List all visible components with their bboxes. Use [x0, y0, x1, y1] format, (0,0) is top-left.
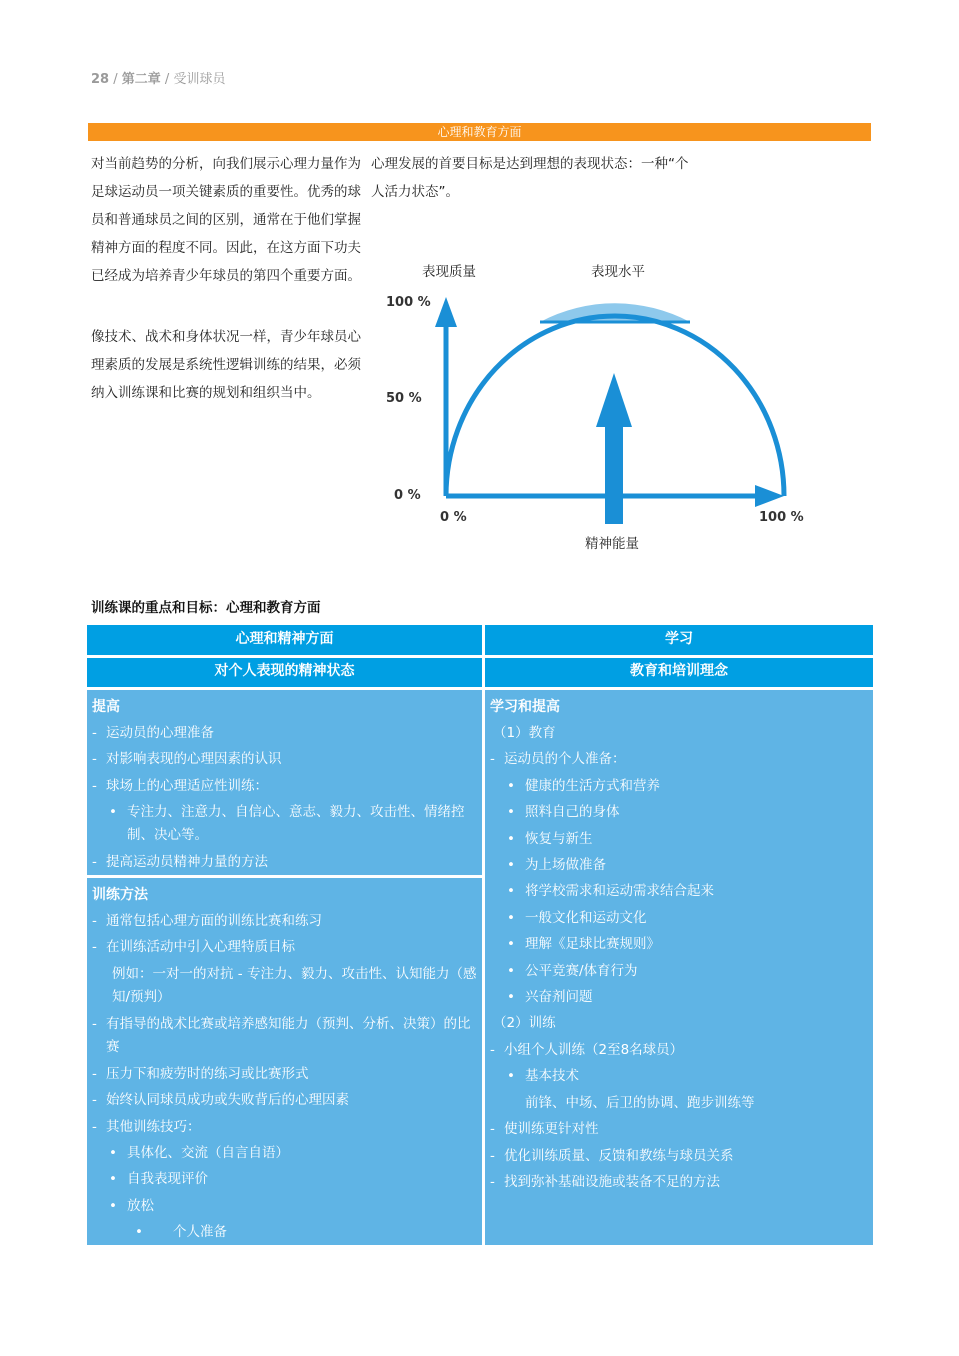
list-item-text: 例如：一对一的对抗 - 专注力、毅力、攻击性、认知能力（感知/预判） — [112, 965, 477, 1005]
list-item — [485, 852, 873, 878]
list-item — [87, 849, 482, 875]
list-item — [87, 1140, 482, 1166]
list-item — [87, 799, 482, 849]
page-header — [91, 68, 225, 87]
x-axis-label: 精神能量 — [585, 536, 639, 552]
bullet-icon: • — [109, 1197, 117, 1214]
section-banner: 心理和教育方面 — [88, 123, 871, 141]
dash-marker: - — [92, 1065, 97, 1082]
optimal-zone-fill — [540, 303, 690, 322]
chart-title-right: 表现水平 — [591, 264, 645, 280]
bullet-icon: • — [507, 777, 515, 794]
dash-marker: - — [490, 1147, 495, 1164]
list-item — [87, 908, 482, 934]
bullet-icon: • — [507, 989, 515, 1006]
list-item-text: 使训练更针对性 — [504, 1121, 599, 1138]
list-item-text: 提高运动员精神力量的方法 — [106, 854, 268, 871]
header-separator: / — [113, 72, 118, 87]
list-item — [485, 1169, 873, 1195]
panel-title: 训练方法 — [92, 887, 148, 903]
learning-panel — [485, 690, 873, 1245]
list-item — [485, 1010, 873, 1036]
y-tick-100: 100 % — [386, 295, 431, 310]
list-item — [87, 773, 482, 799]
intro-paragraph-3: 心理发展的首要目标是达到理想的表现状态：一种“个人活力状态”。 — [371, 156, 689, 200]
left-column-subheader: 对个人表现的精神状态 — [87, 658, 482, 687]
bullet-icon: • — [135, 1224, 143, 1241]
list-item — [87, 1219, 482, 1245]
panel-title: 学习和提高 — [490, 699, 560, 715]
list-item-text: 恢复与新生 — [525, 830, 593, 847]
dash-marker: - — [92, 751, 97, 768]
list-item-text: 通常包括心理方面的训练比赛和练习 — [106, 913, 322, 929]
list-item-text: 兴奋剂问题 — [525, 989, 593, 1006]
list-item-text: 对影响表现的心理因素的认识 — [106, 751, 282, 768]
list-item — [485, 773, 873, 799]
bullet-icon: • — [507, 1068, 515, 1085]
panel-title: 提高 — [92, 699, 120, 715]
list-item — [87, 1166, 482, 1192]
list-item-text: 放松 — [127, 1197, 154, 1214]
list-item — [485, 1090, 873, 1116]
list-item-text: 自我表现评价 — [127, 1171, 208, 1188]
list-item-text: 始终认同球员成功或失败背后的心理因素 — [106, 1092, 349, 1109]
bullet-icon: • — [109, 1171, 117, 1188]
list-item-text: 健康的生活方式和营养 — [525, 777, 660, 794]
chart-title-left: 表现质量 — [422, 264, 476, 280]
list-item-text: 小组个人训练（2至8名球员） — [504, 1041, 684, 1058]
page-number: 28 — [91, 72, 110, 87]
bullet-icon: • — [507, 857, 515, 874]
list-item — [87, 720, 482, 746]
list-item — [485, 799, 873, 825]
y-tick-0: 0 % — [394, 488, 421, 503]
dash-marker: - — [490, 1041, 495, 1058]
dash-marker: - — [92, 777, 97, 794]
intro-paragraph-1: 对当前趋势的分析，向我们展示心理力量作为足球运动员一项关键素质的重要性。优秀的球员和普通球员之间的区别，通常在于他们掌握精神方面的程度不同。因此，在这方面下功夫已经成为培养青少年球员的第四个重要方面。 — [91, 156, 361, 284]
list-item-text: 专注力、注意力、自信心、意志、毅力、攻击性、情绪控制、决心等。 — [127, 804, 465, 844]
list-item-text: 压力下和疲劳时的练习或比赛形式 — [106, 1065, 309, 1082]
dash-marker: - — [92, 1118, 97, 1135]
bullet-icon: • — [507, 909, 515, 926]
list-item-text: 前锋、中场、后卫的协调、跑步训练等 — [525, 1094, 755, 1111]
list-item — [87, 1193, 482, 1219]
x-tick-0: 0 % — [440, 510, 467, 525]
dash-marker: - — [92, 854, 97, 871]
training-methods-panel — [87, 878, 482, 1245]
list-item — [87, 1061, 482, 1087]
dash-marker: - — [92, 1092, 97, 1109]
dash-marker: - — [92, 939, 97, 956]
x-tick-100: 100 % — [759, 510, 804, 525]
list-item — [485, 746, 873, 772]
bullet-icon: • — [507, 883, 515, 900]
bullet-icon: • — [507, 962, 515, 979]
list-item-text: 在训练活动中引入心理特质目标 — [106, 939, 295, 956]
dash-marker: - — [92, 725, 97, 741]
list-item — [87, 934, 482, 960]
chapter-label: 第二章 — [121, 72, 161, 87]
list-item — [485, 1063, 873, 1089]
bullet-icon: • — [507, 830, 515, 847]
intro-paragraph-2: 像技术、战术和身体状况一样，青少年球员心理素质的发展是系统性逻辑训练的结果，必须纳入训练课和比赛的规划和组织当中。 — [91, 329, 361, 401]
energy-arrow-head — [596, 373, 632, 427]
list-item — [485, 931, 873, 957]
list-item — [485, 984, 873, 1010]
list-item-text: 有指导的战术比赛或培养感知能力（预判、分析、决策）的比赛 — [106, 1015, 471, 1055]
x-axis-arrowhead — [755, 485, 784, 507]
list-item — [485, 826, 873, 852]
list-item — [485, 958, 873, 984]
dash-marker: - — [490, 1173, 495, 1190]
section-label: 受训球员 — [173, 72, 226, 87]
right-column-header: 学习 — [485, 625, 873, 655]
list-item-text: （1）教育 — [493, 725, 556, 741]
bullet-icon: • — [109, 1145, 117, 1162]
list-item-text: 理解《足球比赛规则》 — [525, 936, 660, 953]
list-item — [485, 1143, 873, 1169]
list-item — [87, 1087, 482, 1113]
list-item — [485, 1037, 873, 1063]
list-item-text: 基本技术 — [525, 1068, 579, 1085]
bullet-icon: • — [109, 804, 117, 821]
list-item-text: 将学校需求和运动需求结合起来 — [525, 883, 714, 900]
dash-marker: - — [490, 751, 495, 768]
bullet-icon: • — [507, 936, 515, 953]
list-item-text: 球场上的心理适应性训练： — [106, 777, 268, 794]
improvement-panel — [87, 690, 482, 875]
list-item — [87, 1114, 482, 1140]
list-item — [87, 746, 482, 772]
bullet-icon: • — [507, 804, 515, 821]
y-tick-50: 50 % — [386, 391, 422, 406]
dash-marker: - — [92, 1015, 97, 1032]
energy-arrow-shaft — [605, 415, 623, 524]
table-title: 训练课的重点和目标：心理和教育方面 — [91, 600, 321, 616]
list-item-text: 优化训练质量、反馈和教练与球员关系 — [504, 1147, 734, 1164]
header-separator: / — [164, 72, 170, 87]
left-column-header: 心理和精神方面 — [87, 625, 482, 655]
performance-diagram — [370, 255, 820, 565]
list-item-text: 找到弥补基础设施或装备不足的方法 — [504, 1173, 720, 1190]
list-item — [485, 878, 873, 904]
right-column-subheader: 教育和培训理念 — [485, 658, 873, 687]
list-item-text: 一般文化和运动文化 — [525, 909, 647, 926]
list-item-text: 公平竞赛/体育行为 — [525, 962, 638, 979]
list-item — [485, 720, 873, 746]
dash-marker: - — [490, 1121, 495, 1138]
list-item-text: 运动员的个人准备： — [504, 751, 626, 768]
list-item — [485, 905, 873, 931]
list-item-text: 个人准备 — [173, 1224, 227, 1241]
list-item-text: （2）训练 — [493, 1015, 556, 1032]
list-item-text: 运动员的心理准备 — [106, 725, 214, 741]
list-item — [87, 1011, 482, 1061]
dash-marker: - — [92, 913, 97, 929]
list-item-text: 其他训练技巧： — [106, 1118, 201, 1135]
y-axis-arrowhead — [435, 297, 457, 327]
list-item — [485, 1116, 873, 1142]
list-item-text: 照料自己的身体 — [525, 804, 620, 821]
list-item-text: 具体化、交流（自言自语） — [127, 1145, 289, 1162]
list-item — [87, 961, 482, 1011]
list-item-text: 为上场做准备 — [525, 857, 606, 874]
